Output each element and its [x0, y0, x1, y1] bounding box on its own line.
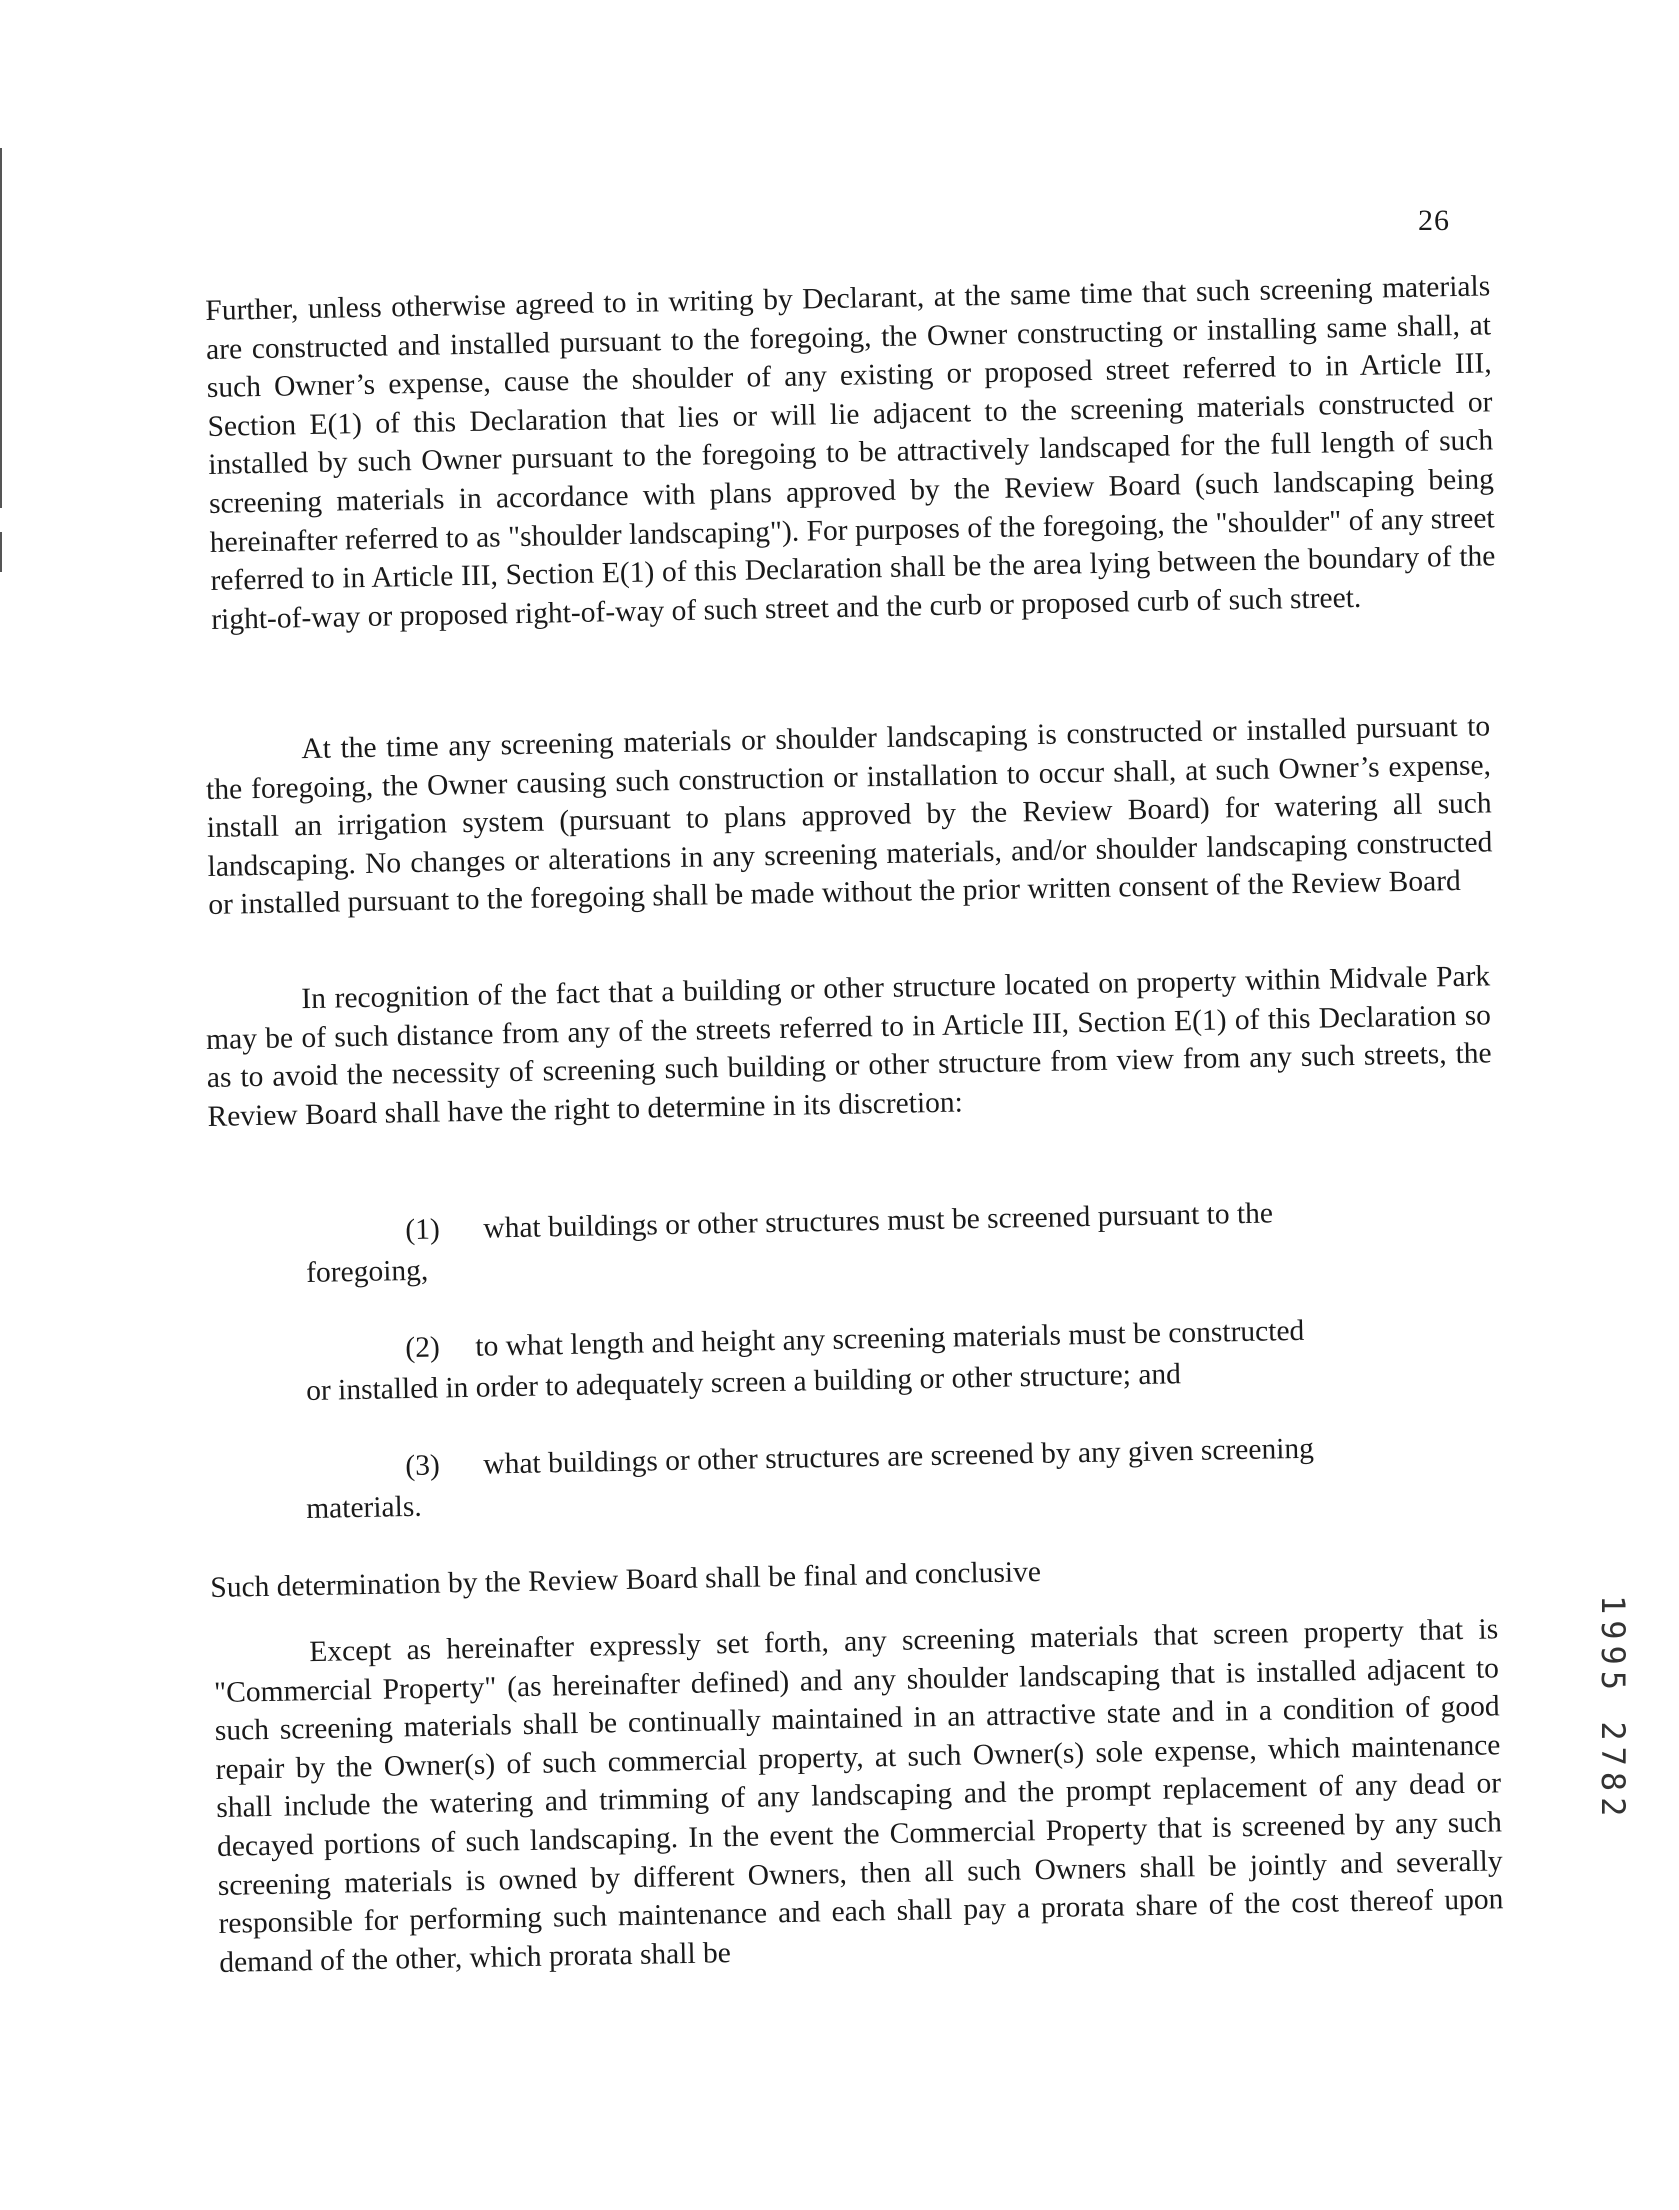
list-item	[305, 1309, 1396, 1412]
paragraph-determination-final: Such determination by the Review Board shall be final and conclusive	[210, 1556, 1042, 1604]
list-item	[305, 1191, 1396, 1294]
list-item-continuation: materials.	[305, 1490, 422, 1525]
list-item-number: (3)	[405, 1449, 441, 1483]
list-item-text: what buildings or other structures are screened by any given screening	[483, 1432, 1315, 1481]
list-item-number: (1)	[405, 1213, 441, 1247]
list-item	[305, 1427, 1396, 1530]
list-item-number: (2)	[405, 1331, 441, 1365]
scan-edge-mark	[0, 532, 2, 572]
list-item-text: to what length and height any screening materials must be constructed	[475, 1314, 1305, 1363]
list-item-continuation: or installed in order to adequately screen a building or other structure; and	[305, 1358, 1182, 1407]
paragraph-irrigation-system: At the time any screening materials or shoulder landscaping is constructed or installed pursuant to the foregoing, the Owner causing such construction or installation to occur shall, at such Owner’s expense, install an irrigation system (pursuant to plans approved by the Review Board) for watering all such landscaping. No changes or alterations in any screening materials, and/or shoulder landscaping constructed or installed pursuant to the foregoing shall be made without the prior written consent of the Review Board	[205, 710, 1493, 922]
page-number: 26	[1418, 204, 1450, 237]
bates-number: 1995 2782	[1594, 1595, 1632, 1823]
bates-stamp	[1594, 1595, 1652, 1925]
paragraph-review-board-discretion: In recognition of the fact that a building or other structure located on property within Midvale Park may be of such distance from any of the streets referred to in Article III, Section E(1) of this Declaration so as to avoid the necessity of screening such building or other structure from view from any such streets, the Review Board shall have the right to determine in its discretion:	[205, 960, 1492, 1133]
paragraph-commercial-maintenance: Except as hereinafter expressly set forth, any screening materials that screen property that is "Commercial Property" (as hereinafter defined) and any shoulder landscaping that is installed adjacent to such screening materials shall be continually maintained in an attractive state and in a condition of good repair by the Owner(s) of such commercial property, at such Owner(s) sole expense, which maintenance shall include the watering and trimming of any landscaping and the prompt replacement of any dead or decayed portions of such landscaping. In the event the Commercial Property that is screened by any such screening materials is owned by different Owners, then all such Owners shall be jointly and severally responsible for performing such maintenance and each shall pay a prorata share of the cost thereof upon demand of the other, which prorata shall be	[213, 1613, 1504, 1979]
list-item-text: what buildings or other structures must be screened pursuant to the	[483, 1197, 1274, 1245]
list-item-continuation: foregoing,	[305, 1254, 429, 1289]
scan-edge-mark	[0, 148, 2, 508]
paragraph-shoulder-landscaping: Further, unless otherwise agreed to in writing by Declarant, at the same time that such screening materials are constructed and installed pursuant to the foregoing, the Owner constructing or installing same shall, at such Owner’s expense, cause the shoulder of any existing or proposed street referred to in Article III, Section E(1) of this Declaration that lies or will lie adjacent to the screening materials constructed or installed by such Owner pursuant to the foregoing to be attractively landscaped for the full length of such screening materials in accordance with plans approved by the Review Board (such landscaping being hereinafter referred to as "shoulder landscaping"). For purposes of the foregoing, the "shoulder" of any street referred to in Article III, Section E(1) of this Declaration shall be the area lying between the boundary of the right-of-way or proposed right-of-way of such street and the curb or proposed curb of such street.	[205, 270, 1496, 636]
